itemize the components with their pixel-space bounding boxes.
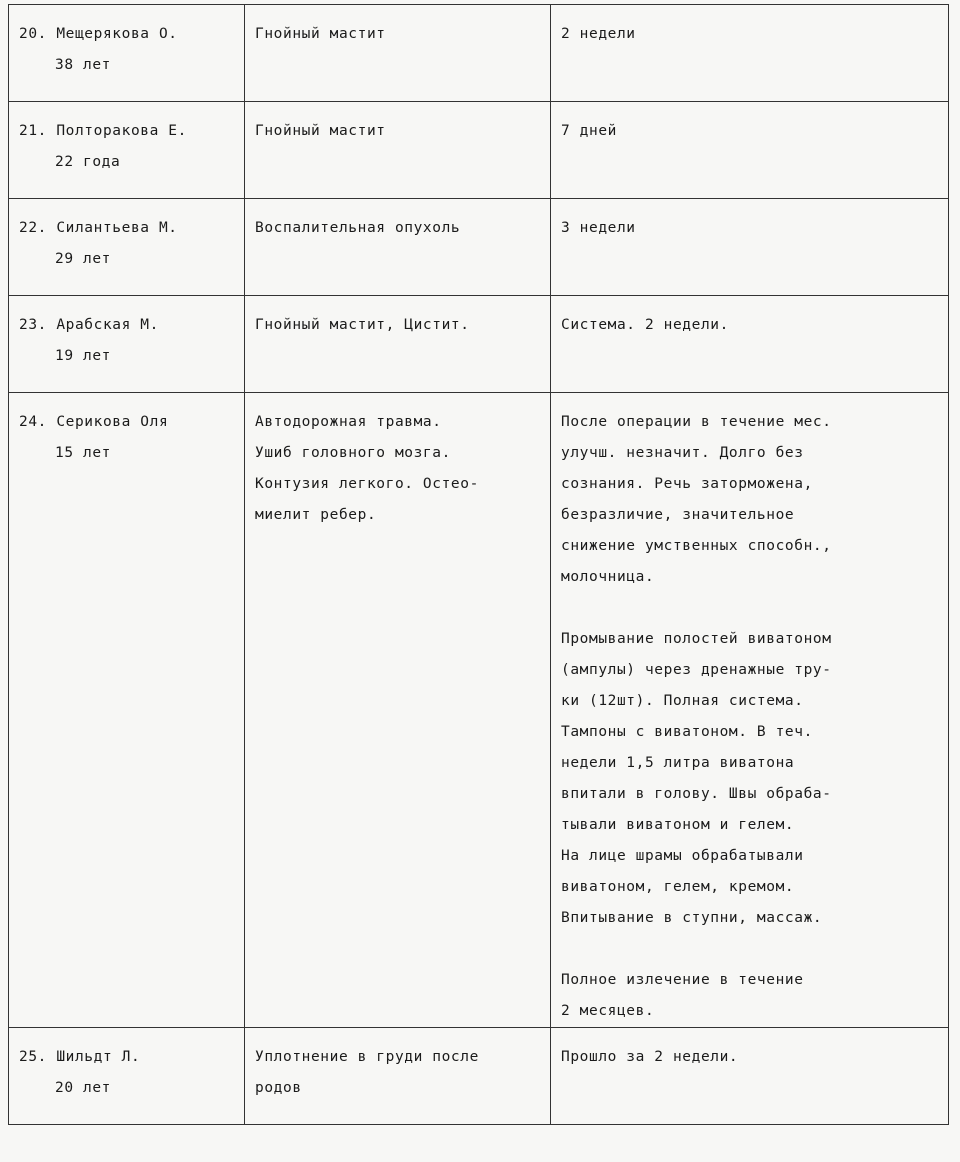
outcome-line: 7 дней bbox=[561, 123, 617, 139]
row-spacer bbox=[19, 81, 234, 101]
outcome-cell bbox=[551, 296, 949, 393]
outcome-line: снижение умственных способн., bbox=[561, 538, 832, 554]
diagnosis-line: Контузия легкого. Остео- bbox=[255, 476, 479, 492]
patient-name: 20. Мещерякова О. bbox=[19, 26, 178, 42]
patient-cell bbox=[9, 199, 245, 296]
patient-cell bbox=[9, 102, 245, 199]
table-row bbox=[9, 393, 949, 1028]
patient-age: 19 лет bbox=[55, 348, 111, 364]
patient-name: 22. Силантьева М. bbox=[19, 220, 178, 236]
outcome-line: тывали виватоном и гелем. bbox=[561, 817, 795, 833]
outcome-cell bbox=[551, 102, 949, 199]
outcome-line: виватоном, гелем, кремом. bbox=[561, 879, 795, 895]
patient-table bbox=[8, 4, 949, 1125]
diagnosis-line: Гнойный мастит bbox=[255, 26, 386, 42]
patient-name: 24. Серикова Оля bbox=[19, 414, 169, 430]
diagnosis-line: миелит ребер. bbox=[255, 507, 377, 523]
patient-name: 21. Полторакова Е. bbox=[19, 123, 187, 139]
diagnosis-line: Воспалительная опухоль bbox=[255, 220, 461, 236]
row-spacer bbox=[19, 1104, 234, 1124]
outcome-line: впитали в голову. Швы обраба- bbox=[561, 786, 832, 802]
diagnosis-cell bbox=[245, 5, 551, 102]
table-row bbox=[9, 1028, 949, 1125]
outcome-line: молочница. bbox=[561, 569, 655, 585]
outcome-cell bbox=[551, 199, 949, 296]
patient-age: 29 лет bbox=[55, 251, 111, 267]
outcome-cell bbox=[551, 5, 949, 102]
row-spacer bbox=[19, 372, 234, 392]
table-row bbox=[9, 199, 949, 296]
diagnosis-line: Ушиб головного мозга. bbox=[255, 445, 451, 461]
outcome-line: Промывание полостей виватоном bbox=[561, 631, 832, 647]
table-body bbox=[9, 5, 949, 1125]
patient-cell bbox=[9, 393, 245, 1028]
table-row bbox=[9, 296, 949, 393]
diagnosis-line: родов bbox=[255, 1080, 302, 1096]
diagnosis-cell bbox=[245, 199, 551, 296]
outcome-cell bbox=[551, 1028, 949, 1125]
outcome-line: (ампулы) через дренажные тру- bbox=[561, 662, 832, 678]
diagnosis-line: Автодорожная травма. bbox=[255, 414, 442, 430]
row-spacer bbox=[19, 178, 234, 198]
table-row bbox=[9, 102, 949, 199]
outcome-line: ки (12шт). Полная система. bbox=[561, 693, 804, 709]
row-spacer bbox=[19, 469, 234, 481]
outcome-line: улучш. незначит. Долго без bbox=[561, 445, 804, 461]
outcome-line: 3 недели bbox=[561, 220, 636, 236]
outcome-line: На лице шрамы обрабатывали bbox=[561, 848, 804, 864]
outcome-line: сознания. Речь заторможена, bbox=[561, 476, 813, 492]
outcome-line: 2 недели bbox=[561, 26, 636, 42]
patient-age: 20 лет bbox=[55, 1080, 111, 1096]
patient-cell bbox=[9, 5, 245, 102]
diagnosis-line: Уплотнение в груди после bbox=[255, 1049, 479, 1065]
diagnosis-line: Гнойный мастит, Цистит. bbox=[255, 317, 470, 333]
diagnosis-line: Гнойный мастит bbox=[255, 123, 386, 139]
outcome-line: Тампоны с виватоном. В теч. bbox=[561, 724, 813, 740]
diagnosis-cell bbox=[245, 393, 551, 1028]
outcome-line bbox=[561, 593, 938, 624]
patient-cell bbox=[9, 1028, 245, 1125]
diagnosis-cell bbox=[245, 102, 551, 199]
outcome-line: Прошло за 2 недели. bbox=[561, 1049, 739, 1065]
table-row bbox=[9, 5, 949, 102]
outcome-cell bbox=[551, 393, 949, 1028]
outcome-line: После операции в течение мес. bbox=[561, 414, 832, 430]
outcome-line: недели 1,5 литра виватона bbox=[561, 755, 795, 771]
patient-name: 23. Арабская М. bbox=[19, 317, 159, 333]
diagnosis-cell bbox=[245, 296, 551, 393]
patient-age: 38 лет bbox=[55, 57, 111, 73]
outcome-line: 2 месяцев. bbox=[561, 1003, 655, 1019]
row-spacer bbox=[19, 275, 234, 295]
patient-cell bbox=[9, 296, 245, 393]
outcome-line bbox=[561, 934, 938, 965]
patient-age: 22 года bbox=[55, 154, 121, 170]
diagnosis-cell bbox=[245, 1028, 551, 1125]
patient-age: 15 лет bbox=[55, 445, 111, 461]
outcome-line: Система. 2 недели. bbox=[561, 317, 729, 333]
outcome-line: Полное излечение в течение bbox=[561, 972, 804, 988]
outcome-line: безразличие, значительное bbox=[561, 507, 795, 523]
patient-name: 25. Шильдт Л. bbox=[19, 1049, 141, 1065]
outcome-line: Впитывание в ступни, массаж. bbox=[561, 910, 823, 926]
